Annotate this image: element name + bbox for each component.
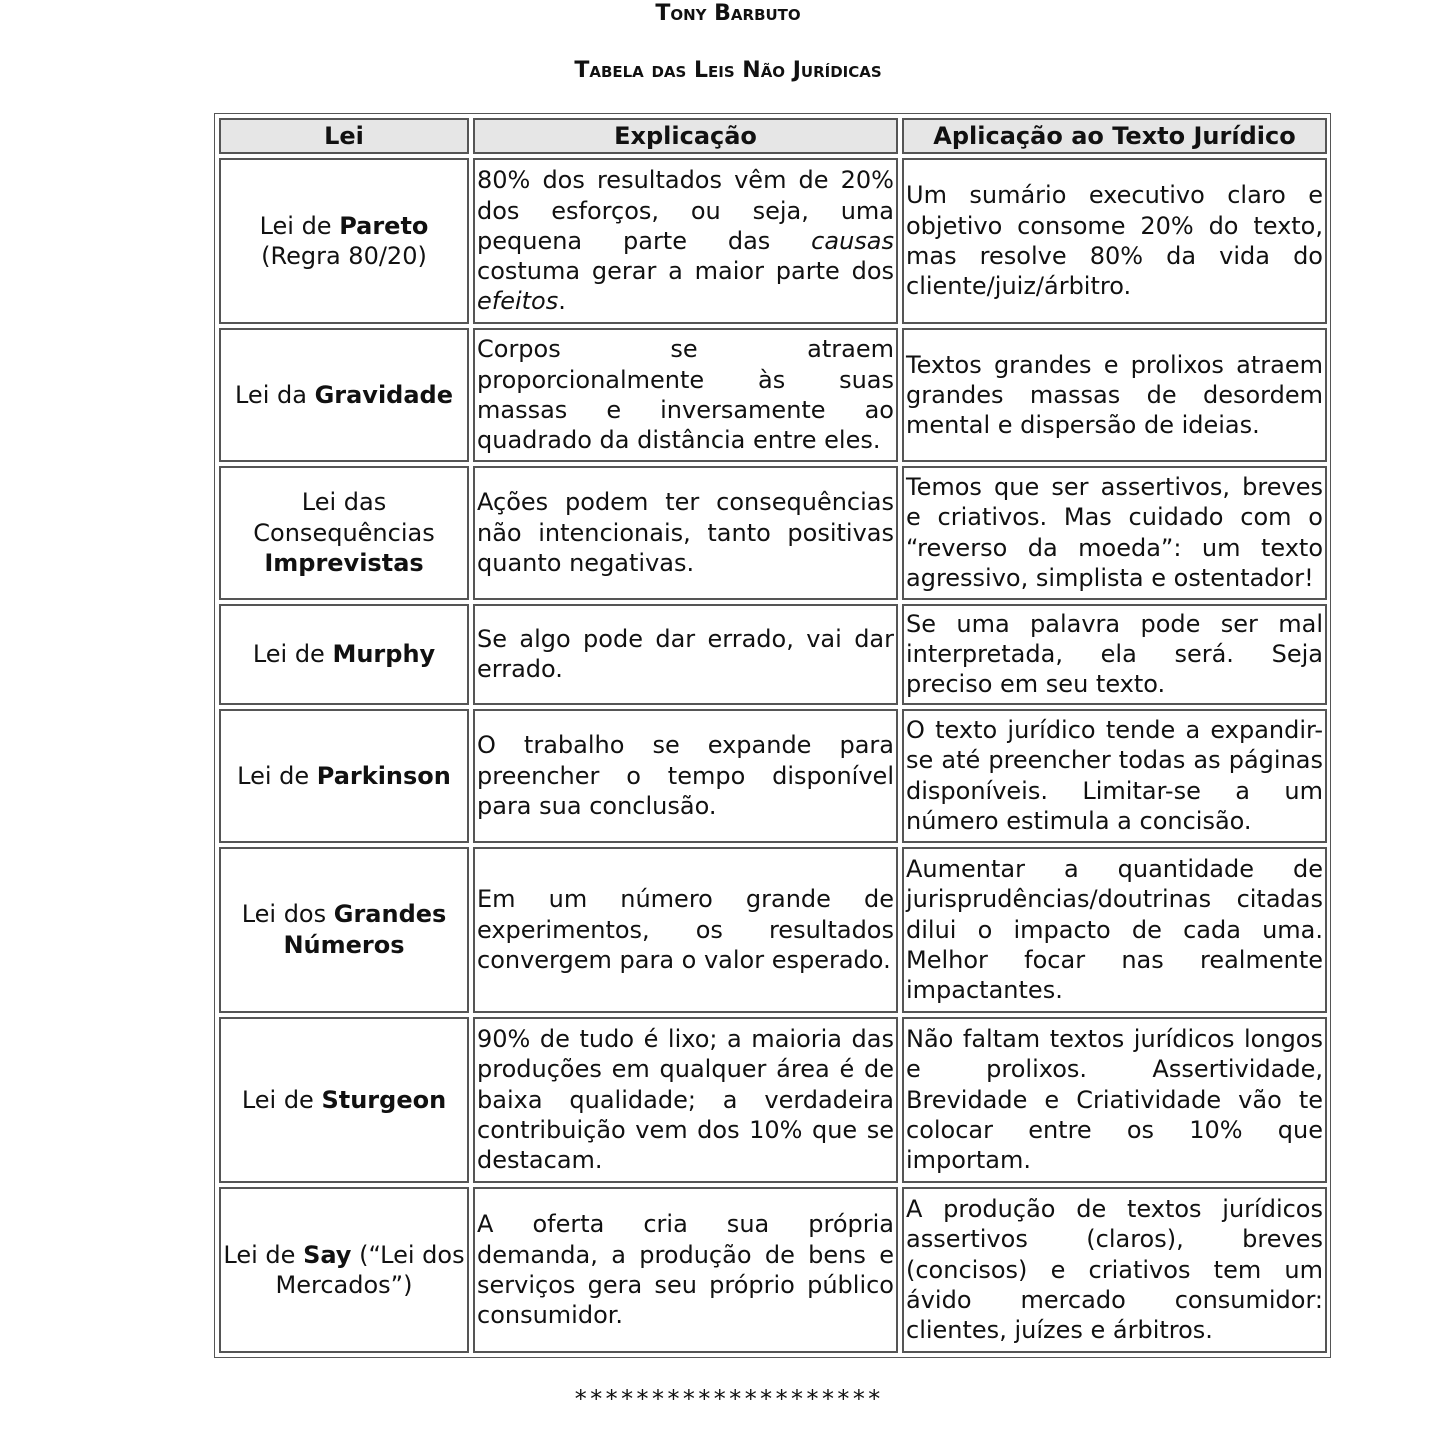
application-cell: Um sumário executivo claro e objetivo consome 20% do texto, mas resolve 80% da vida do cliente/juiz/árbitro. <box>902 158 1327 324</box>
explanation-cell: Corpos se atraem proporcionalmente às suas massas e inversamente ao quadrado da distância entre eles. <box>473 328 898 462</box>
table-row <box>219 328 1327 462</box>
law-name-cell <box>219 158 469 324</box>
law-suffix: (“Lei dos Mercados”) <box>275 1240 465 1299</box>
document-title: Tabela das Leis Não Jurídicas <box>574 58 882 83</box>
law-name-cell <box>219 1187 469 1353</box>
table-row <box>219 1187 1327 1353</box>
application-cell: O texto jurídico tende a expandir-se até preencher todas as páginas disponíveis. Limitar-se a um número estimula a concisão. <box>902 709 1327 843</box>
column-header-law: Lei <box>219 118 469 154</box>
law-suffix: (Regra 80/20) <box>261 242 427 271</box>
table-row <box>219 158 1327 324</box>
application-cell: A produção de textos jurídicos assertivos (claros), breves (concisos) e criativos tem um ávido mercado consumidor: clientes, juízes e árbitros. <box>902 1187 1327 1353</box>
law-keyword: Gravidade <box>314 380 454 409</box>
law-name-cell <box>219 466 469 600</box>
column-header-explanation: Explicação <box>473 118 898 154</box>
law-prefix: Lei de <box>252 640 333 669</box>
law-prefix: Lei de <box>241 1085 322 1114</box>
explanation-cell: 80% dos resultados vêm de 20% dos esforços, ou seja, uma pequena parte das causas costuma gerar a maior parte dos efeitos. <box>473 158 898 324</box>
table-header-row <box>219 118 1327 154</box>
author-name: Tony Barbuto <box>655 1 801 26</box>
law-prefix: Lei de <box>259 211 340 240</box>
law-keyword: Murphy <box>332 640 436 669</box>
table-row <box>219 847 1327 1013</box>
law-keyword: Imprevistas <box>264 548 424 577</box>
law-keyword: Grandes Números <box>283 900 447 959</box>
law-keyword: Pareto <box>339 211 429 240</box>
column-header-application: Aplicação ao Texto Jurídico <box>902 118 1327 154</box>
law-keyword: Sturgeon <box>321 1085 447 1114</box>
explanation-cell: Em um número grande de experimentos, os resultados convergem para o valor esperado. <box>473 847 898 1013</box>
law-name-cell <box>219 1017 469 1183</box>
application-cell: Aumentar a quantidade de jurisprudências/doutrinas citadas dilui o impacto de cada uma. Melhor focar nas realmente impactantes. <box>902 847 1327 1013</box>
table-row <box>219 709 1327 843</box>
table-row <box>219 466 1327 600</box>
table-body <box>219 158 1327 1353</box>
law-prefix: Lei de <box>223 1240 304 1269</box>
law-keyword: Parkinson <box>316 761 451 790</box>
law-keyword: Say <box>303 1240 352 1269</box>
law-prefix: Lei dos <box>241 900 334 929</box>
application-cell: Textos grandes e prolixos atraem grandes massas de desordem mental e dispersão de ideias. <box>902 328 1327 462</box>
table-row <box>219 604 1327 705</box>
laws-table <box>215 114 1331 1357</box>
explanation-cell: A oferta cria sua própria demanda, a produção de bens e serviços gera seu próprio público consumidor. <box>473 1187 898 1353</box>
law-name-cell <box>219 604 469 705</box>
law-name-cell <box>219 847 469 1013</box>
law-name-cell <box>219 709 469 843</box>
application-cell: Se uma palavra pode ser mal interpretada, ela será. Seja preciso em seu texto. <box>902 604 1327 705</box>
laws-table-frame <box>214 113 1331 1358</box>
application-cell: Temos que ser assertivos, breves e criativos. Mas cuidado com o “reverso da moeda”: um texto agressivo, simplista e ostentador! <box>902 466 1327 600</box>
explanation-cell: 90% de tudo é lixo; a maioria das produções em qualquer área é de baixa qualidade; a verdadeira contribuição vem dos 10% que se destacam. <box>473 1017 898 1183</box>
application-cell: Não faltam textos jurídicos longos e prolixos. Assertividade, Brevidade e Criatividade vão te colocar entre os 10% que importam. <box>902 1017 1327 1183</box>
explanation-cell: O trabalho se expande para preencher o tempo disponível para sua conclusão. <box>473 709 898 843</box>
table-row <box>219 1017 1327 1183</box>
law-prefix: Lei das Consequências <box>253 488 435 547</box>
explanation-cell: Se algo pode dar errado, vai dar errado. <box>473 604 898 705</box>
section-separator: ******************** <box>573 1385 883 1413</box>
law-name-cell <box>219 328 469 462</box>
explanation-cell: Ações podem ter consequências não intencionais, tanto positivas quanto negativas. <box>473 466 898 600</box>
law-prefix: Lei da <box>234 380 315 409</box>
law-prefix: Lei de <box>237 761 317 790</box>
